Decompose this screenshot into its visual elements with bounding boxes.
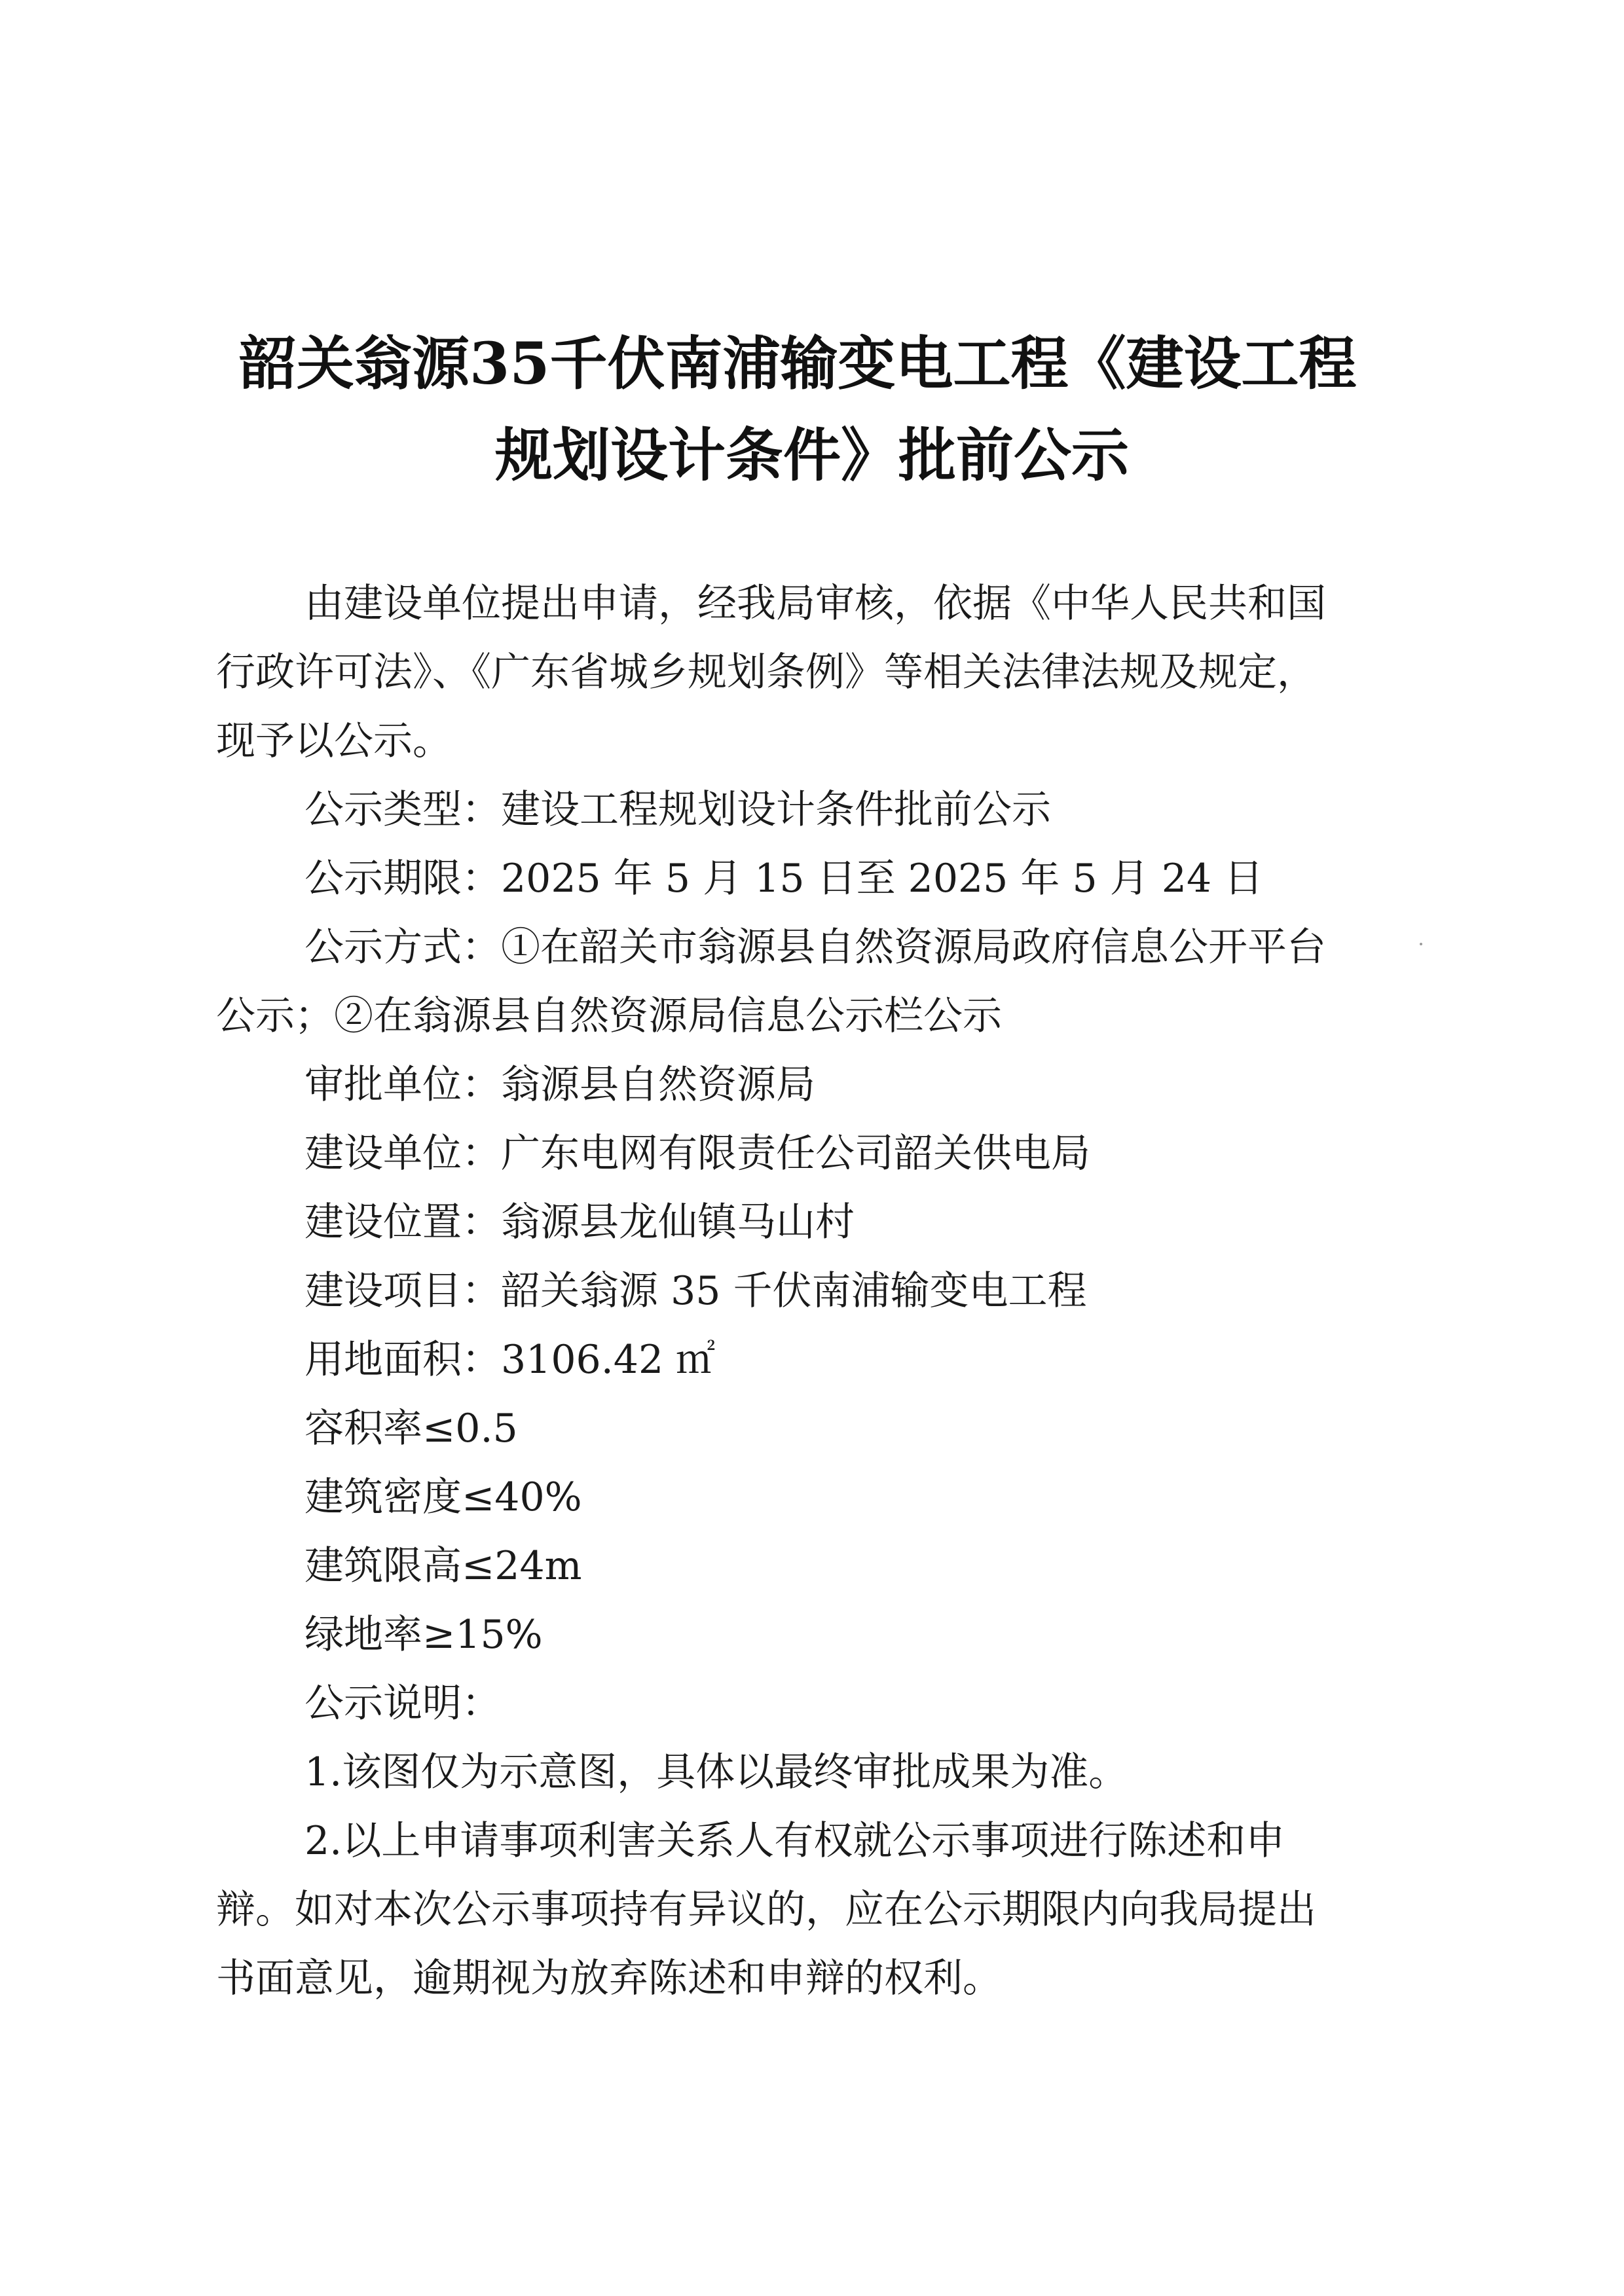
explanation-heading: 公示说明：: [304, 1681, 501, 1726]
scan-speck: [1420, 943, 1422, 945]
intro-line-3: 现予以公示。: [216, 718, 452, 764]
indicator-height-limit: 建筑限高≤24m: [304, 1543, 582, 1589]
note-1: 1.该图仅为示意图，具体以最终审批成果为准。: [304, 1749, 1128, 1795]
title-line-1: 韶关翁源35千伏南浦输变电工程《建设工程: [239, 329, 1357, 397]
construction-unit: 建设单位：广东电网有限责任公司韶关供电局: [304, 1131, 1090, 1176]
intro-line-2: 行政许可法》、《广东省城乡规划条例》等相关法律法规及规定，: [216, 649, 1316, 695]
title-line-2: 规划设计条件》批前公示: [494, 421, 1129, 489]
note-2-line-3: 书面意见，逾期视为放弃陈述和申辩的权利。: [216, 1956, 1002, 2001]
indicator-floor-area-ratio: 容积率≤0.5: [304, 1406, 518, 1451]
notice-type: 公示类型：建设工程规划设计条件批前公示: [304, 787, 1051, 833]
note-2-line-2: 辩。如对本次公示事项持有异议的，应在公示期限内向我局提出: [216, 1887, 1316, 1933]
document-title: [216, 318, 1408, 501]
intro-line-1: 由建设单位提出申请，经我局审核，依据《中华人民共和国: [304, 581, 1326, 627]
notice-period: 公示期限：2025 年 5 月 15 日至 2025 年 5 月 24 日: [304, 856, 1264, 902]
document-body: [216, 570, 1408, 2013]
indicator-green-ratio: 绿地率≥15%: [304, 1612, 543, 1658]
construction-location: 建设位置：翁源县龙仙镇马山村: [304, 1199, 855, 1245]
note-2-line-1: 2.以上申请事项利害关系人有权就公示事项进行陈述和申: [304, 1818, 1285, 1864]
construction-project: 建设项目：韶关翁源 35 千伏南浦输变电工程: [304, 1268, 1087, 1314]
notice-method-line-1: 公示方式：①在韶关市翁源县自然资源局政府信息公开平台: [304, 924, 1326, 970]
land-area: 用地面积：3106.42 ㎡: [304, 1337, 716, 1383]
indicator-building-density: 建筑密度≤40%: [304, 1474, 582, 1520]
approval-unit: 审批单位：翁源县自然资源局: [304, 1062, 815, 1108]
notice-method-line-2: 公示；②在翁源县自然资源局信息公示栏公示: [216, 993, 1002, 1039]
